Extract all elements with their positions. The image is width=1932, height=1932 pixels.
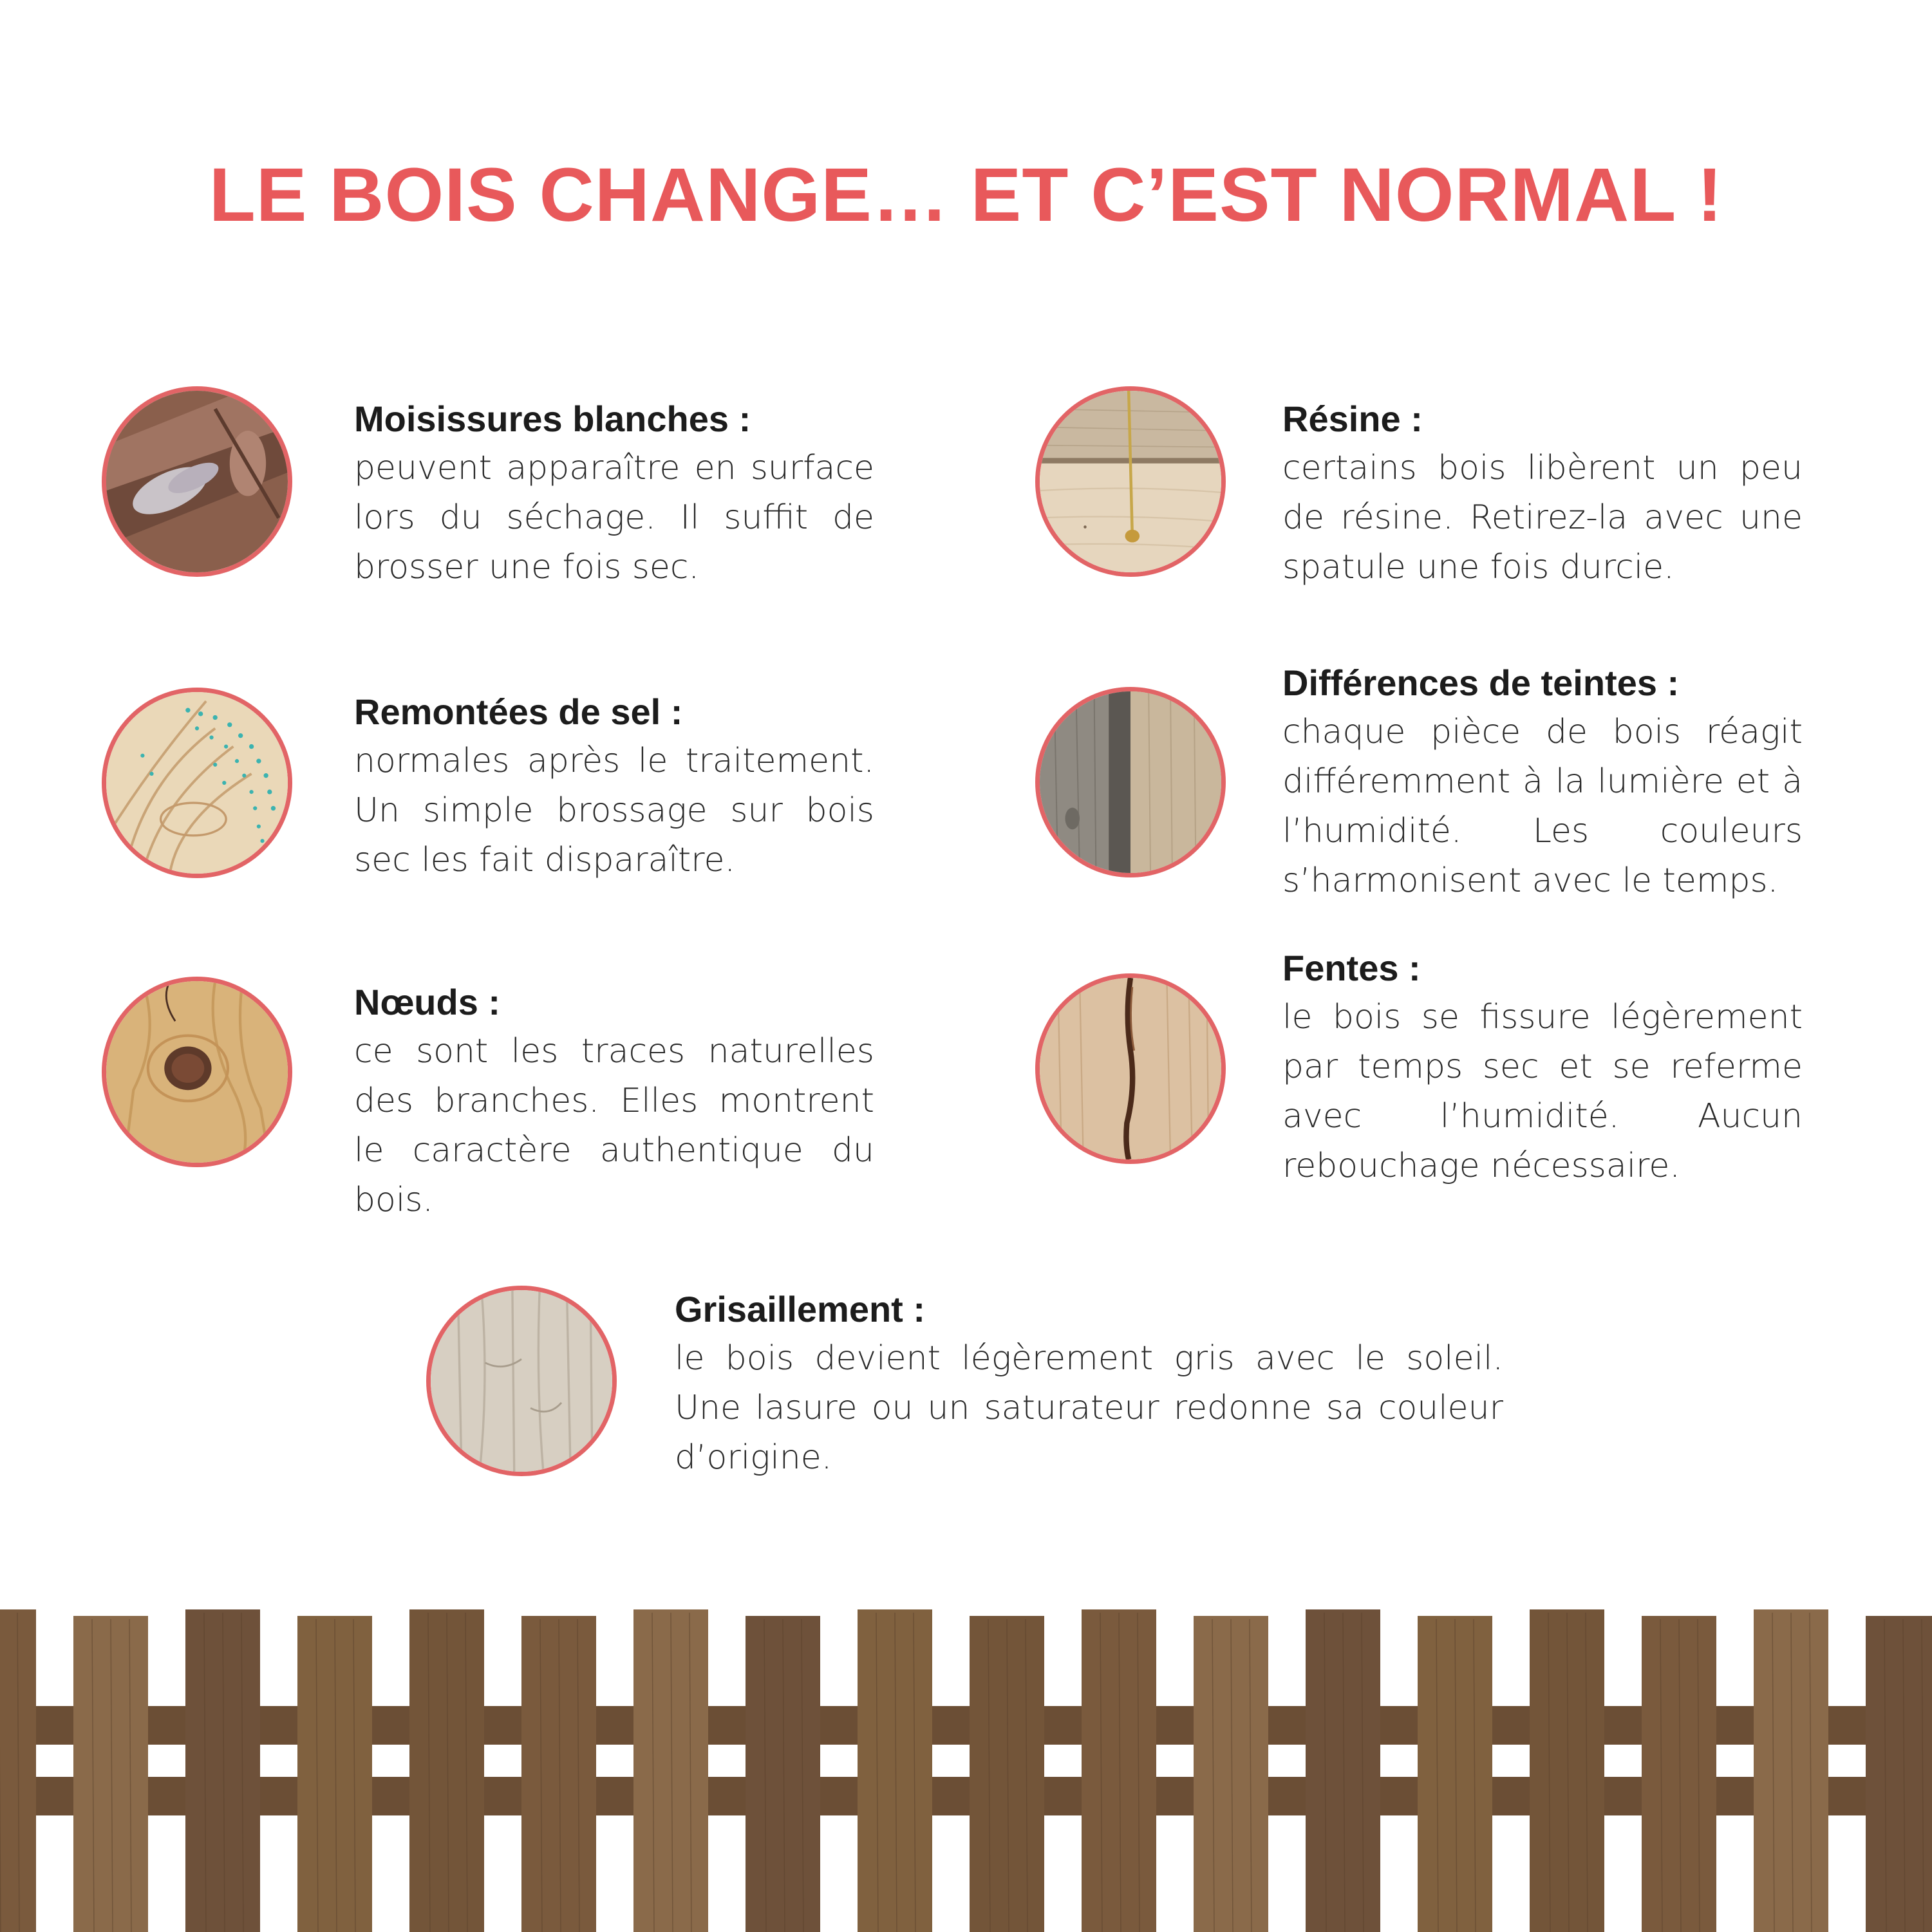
crack-heading: Fentes : <box>1282 948 1421 988</box>
crack-text <box>1282 943 1803 1191</box>
wooden-fence-image <box>0 1603 1932 1932</box>
knot-heading: Nœuds : <box>354 982 501 1022</box>
salt-body: normales après le traitement. Un simple brossage sur bois sec les fait disparaître. <box>354 742 874 879</box>
white-mold-photo <box>102 386 292 577</box>
knot-photo <box>102 977 292 1167</box>
knot-body: ce sont les traces naturelles des branches. Elles montrent le caractère authentique du bois. <box>354 1032 874 1219</box>
salt-photo <box>102 688 292 878</box>
tint-body: chaque pièce de bois réagit différemment à la lumière et à l’humidité. Les couleurs s’harmonisent avec le temps. <box>1282 713 1803 900</box>
white-mold-body: peuvent apparaître en surface lors du séchage. Il suffit de brosser une fois sec. <box>354 449 874 586</box>
crack-photo <box>1035 973 1226 1164</box>
resin-photo <box>1035 386 1226 577</box>
knot-text <box>354 977 874 1225</box>
tint-difference-photo <box>1035 687 1226 877</box>
white-mold-heading: Moisissures blanches : <box>354 399 751 439</box>
tint-heading: Différences de teintes : <box>1282 662 1680 703</box>
resin-text <box>1282 394 1803 592</box>
greying-body: le bois devient légèrement gris avec le soleil. Une lasure ou un saturateur redonne sa couleur d’origine. <box>675 1339 1503 1477</box>
tint-text <box>1282 658 1803 906</box>
greying-photo <box>426 1286 617 1476</box>
resin-body: certains bois libèrent un peu de résine. Retirez-la avec une spatule une fois durcie. <box>1282 449 1803 586</box>
resin-heading: Résine : <box>1282 399 1423 439</box>
greying-text <box>675 1284 1503 1483</box>
crack-body: le bois se fissure légèrement par temps sec et se referme avec l’humidité. Aucun rebouchage nécessaire. <box>1282 998 1803 1185</box>
greying-heading: Grisaillement : <box>675 1289 926 1329</box>
salt-text <box>354 687 874 885</box>
page-title: LE BOIS CHANGE… ET C’EST NORMAL ! <box>209 153 1723 238</box>
salt-heading: Remontées de sel : <box>354 691 683 732</box>
white-mold-text <box>354 394 874 592</box>
